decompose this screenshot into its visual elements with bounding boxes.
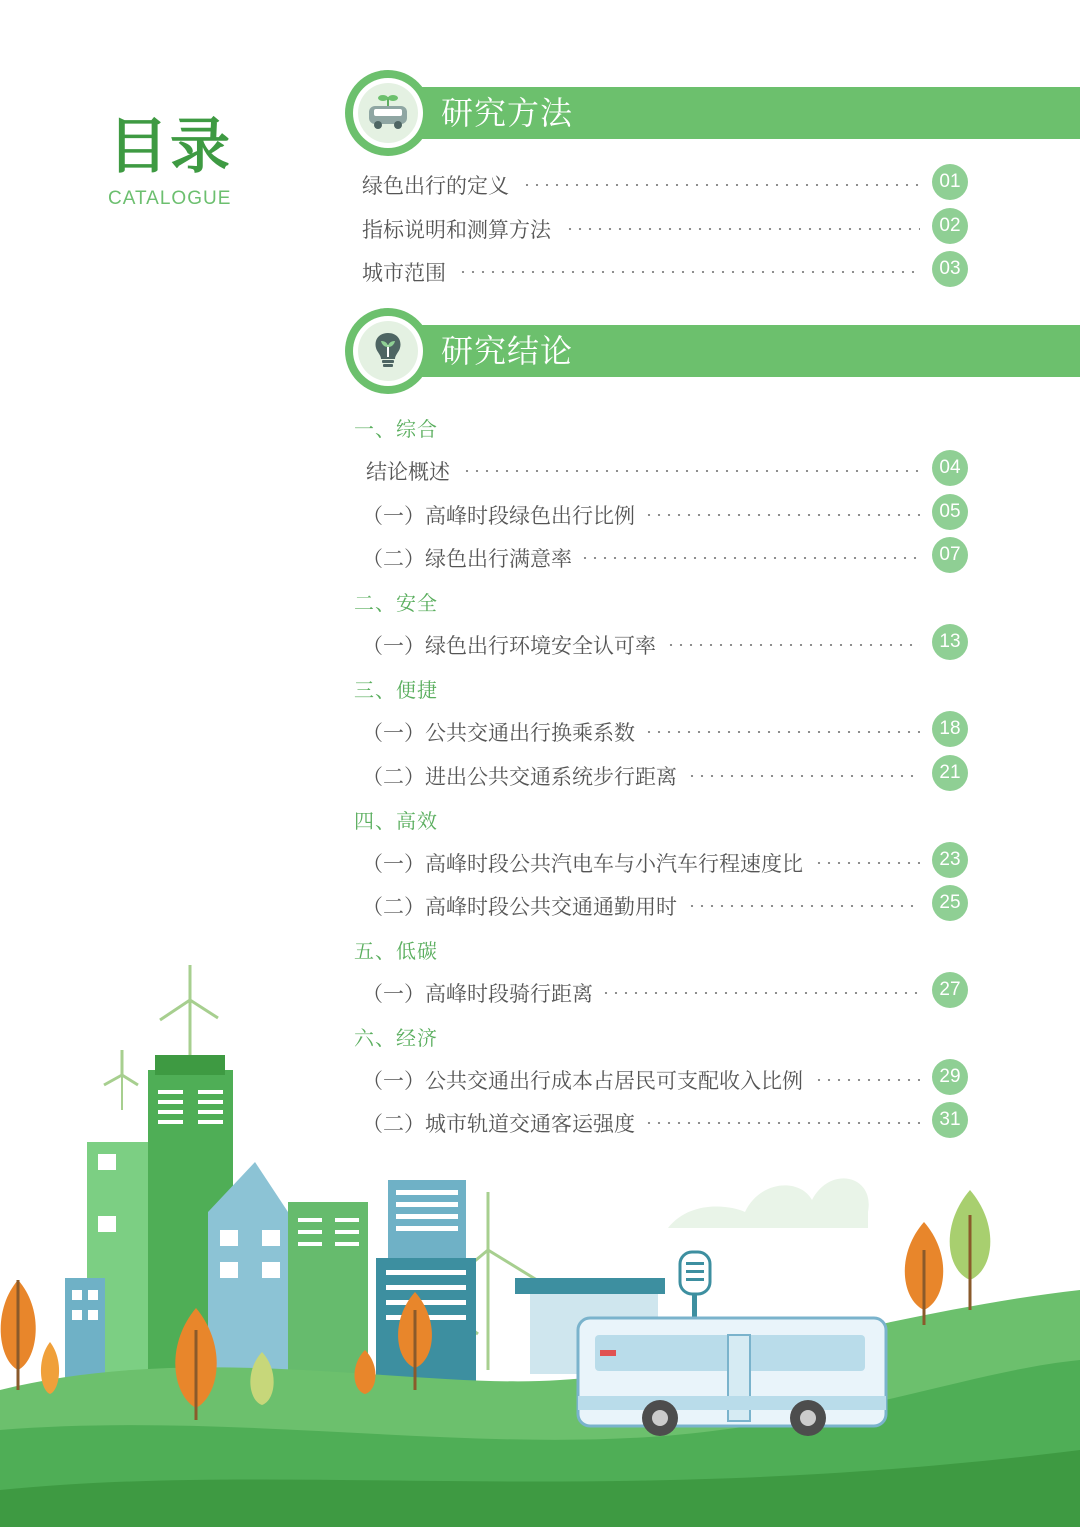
page-number-badge: 01 (932, 164, 968, 200)
toc-entry[interactable] (362, 208, 972, 248)
toc-entry-label: 绿色出行的定义 (362, 174, 509, 198)
leader-dots (687, 905, 920, 907)
page-number-badge: 13 (932, 624, 968, 660)
page-number-badge: 18 (932, 711, 968, 747)
group-heading: 六、经济 (354, 1026, 438, 1050)
toc-entry[interactable] (362, 624, 972, 664)
page-number-badge: 25 (932, 885, 968, 921)
page-number-badge: 03 (932, 251, 968, 287)
group-heading: 三、便捷 (354, 678, 438, 702)
catalogue-heading (108, 112, 238, 210)
toc-entry[interactable] (362, 711, 972, 751)
page-number-badge: 05 (932, 494, 968, 530)
leader-dots (522, 184, 920, 186)
leader-dots (687, 775, 920, 777)
section-header-conclusions (345, 308, 1080, 394)
lightbulb-leaf-icon (364, 327, 412, 375)
section-title-methods: 研究方法 (441, 94, 574, 132)
leader-dots (458, 271, 920, 273)
toc-entry-label: 结论概述 (366, 460, 450, 484)
toc-entry-label: （一）高峰时段骑行距离 (362, 982, 593, 1006)
toc-entry-label: （一）公共交通出行成本占居民可支配收入比例 (362, 1069, 803, 1093)
toc-entry[interactable] (362, 842, 972, 882)
page-number-badge: 07 (932, 537, 968, 573)
toc-entry[interactable] (362, 494, 972, 534)
toc-entry-label: （一）高峰时段绿色出行比例 (362, 504, 635, 528)
page-subtitle: CATALOGUE (108, 188, 232, 209)
leader-dots (565, 228, 920, 230)
city-scene-illustration (0, 950, 1080, 1527)
page-number-badge: 21 (932, 755, 968, 791)
toc-entry[interactable] (362, 164, 972, 204)
page-number-badge: 27 (932, 972, 968, 1008)
section-title-conclusions: 研究结论 (441, 332, 574, 370)
group-heading: 五、低碳 (354, 939, 438, 963)
toc-entry-label: （二）高峰时段公共交通通勤用时 (362, 895, 677, 919)
leader-dots (644, 731, 920, 733)
toc-entry-label: （一）绿色出行环境安全认可率 (362, 634, 656, 658)
page-number-badge: 31 (932, 1102, 968, 1138)
toc-entry-label: 城市范围 (362, 261, 446, 285)
toc-entry[interactable] (362, 755, 972, 795)
section-header-methods (345, 70, 1080, 156)
leader-dots (580, 557, 920, 559)
page-number-badge: 02 (932, 208, 968, 244)
toc-entry-label: （二）绿色出行满意率 (362, 547, 572, 571)
group-heading: 一、综合 (354, 417, 438, 441)
toc-entry-label: 指标说明和测算方法 (362, 218, 551, 242)
leader-dots (666, 644, 920, 646)
toc-entry-label: （二）进出公共交通系统步行距离 (362, 765, 677, 789)
group-heading: 二、安全 (354, 591, 438, 615)
toc-entry[interactable] (362, 537, 972, 577)
page-number-badge: 04 (932, 450, 968, 486)
page-number-badge: 23 (932, 842, 968, 878)
page-title: 目录 (108, 112, 232, 182)
toc-entry-label: （一）高峰时段公共汽电车与小汽车行程速度比 (362, 852, 803, 876)
bus-illustration (578, 1318, 886, 1436)
page-number-badge: 29 (932, 1059, 968, 1095)
bus-icon (364, 89, 412, 137)
leader-dots (814, 862, 920, 864)
group-heading: 四、高效 (354, 809, 438, 833)
toc-entry[interactable] (362, 251, 972, 291)
toc-entry-label: （一）公共交通出行换乘系数 (362, 721, 635, 745)
toc-entry[interactable] (366, 450, 972, 490)
leader-dots (644, 514, 920, 516)
toc-entry-label: （二）城市轨道交通客运强度 (362, 1112, 635, 1136)
cloud-icon (668, 1178, 869, 1228)
leader-dots (462, 470, 920, 472)
toc-entry[interactable] (362, 885, 972, 925)
